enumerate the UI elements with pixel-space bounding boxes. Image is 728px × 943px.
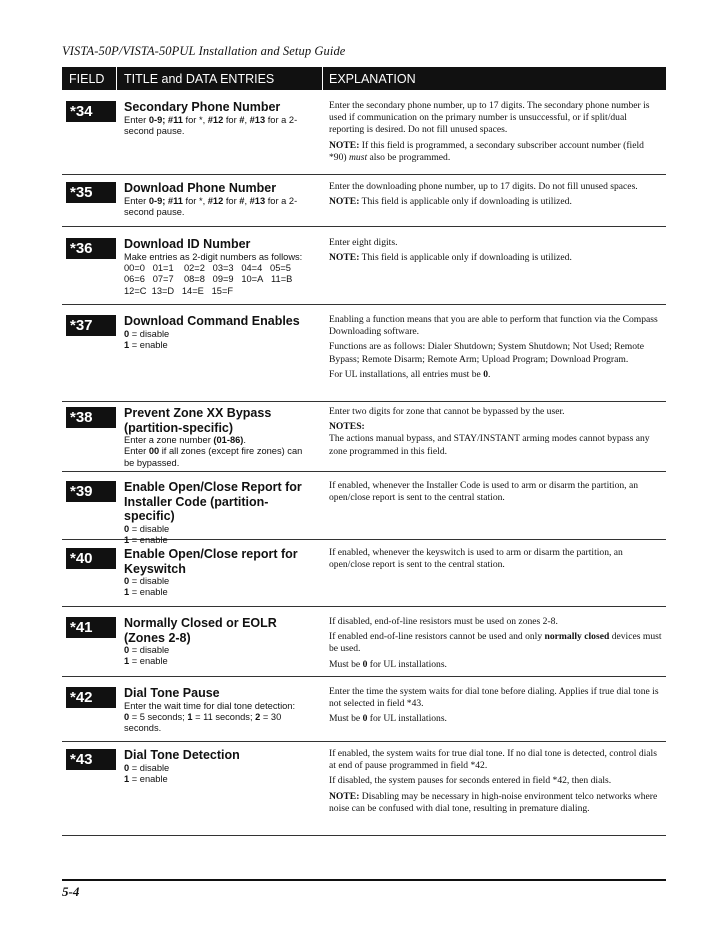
data-entry-text: 00=0 01=1 02=2 03=3 04=4 05=5 [124, 262, 291, 273]
footer-rule [62, 879, 666, 881]
field-number-badge: *34 [66, 101, 116, 122]
data-entry-text: Enter the wait time for dial tone detection: [124, 700, 296, 711]
field-row [62, 178, 666, 227]
field-title: Download Command Enables [124, 314, 300, 328]
field-number-badge: *39 [66, 481, 116, 502]
field-row [62, 477, 666, 545]
column-header-title: TITLE and DATA ENTRIES [124, 72, 275, 86]
data-entry-text: Enter 0-9; #11 for *, #12 for #, #13 for a 2-second pause. [124, 195, 298, 217]
column-header-explanation: EXPLANATION [329, 72, 416, 86]
field-title: Download Phone Number [124, 181, 277, 195]
explanation-paragraph: Enter the secondary phone number, up to 17 digits. The secondary phone number is used if communication on the primary number is unsuccessful, or if split/dual reporting is desired. Do not fill unused spaces. [329, 100, 650, 136]
field-row [62, 613, 666, 677]
column-header-bar [62, 67, 666, 90]
explanation-cell [329, 616, 663, 674]
field-title: Dial Tone Pause [124, 686, 220, 700]
title-data-cell [124, 616, 314, 668]
explanation-paragraph: Must be 0 for UL installations. [329, 713, 447, 725]
data-entry-text: 1 = enable [124, 339, 168, 350]
title-data-cell [124, 314, 314, 351]
column-divider [116, 67, 117, 90]
explanation-paragraph: If disabled, end-of-line resistors must be used on zones 2-8. [329, 616, 558, 627]
field-row [62, 97, 666, 175]
data-entry-text: Enter 00 if all zones (except fire zones) can be bypassed. [124, 446, 303, 468]
explanation-paragraph: If enabled, whenever the keyswitch is used to arm or disarm the partition, an open/close report is sent to the central station. [329, 547, 623, 571]
field-number-badge: *42 [66, 687, 116, 708]
explanation-paragraph: NOTES: The actions manual bypass, and STAY/INSTANT arming modes cannot bypass any zone programmed in this field. [329, 421, 650, 457]
document-title: VISTA-50P/VISTA-50PUL Installation and Setup Guide [62, 44, 346, 58]
data-entry-text: 06=6 07=7 08=8 09=9 10=A 11=B [124, 274, 293, 285]
title-data-cell [124, 237, 314, 297]
field-title: Dial Tone Detection [124, 748, 240, 762]
title-data-cell [124, 547, 314, 599]
field-number-badge: *35 [66, 182, 116, 203]
explanation-paragraph: NOTE: This field is applicable only if downloading is utilized. [329, 252, 572, 264]
field-number-badge: *43 [66, 749, 116, 770]
field-title: Normally Closed or EOLR (Zones 2-8) [124, 616, 277, 645]
data-entry-text: 1 = enable [124, 656, 168, 667]
title-data-cell [124, 100, 314, 137]
field-row [62, 234, 666, 305]
explanation-paragraph: If enabled, whenever the Installer Code is used to arm or disarm the partition, an open/close report is sent to the central station. [329, 480, 639, 504]
data-entry-text: 12=C 13=D 14=E 15=F [124, 285, 234, 296]
explanation-paragraph: Must be 0 for UL installations. [329, 658, 447, 670]
field-row [62, 683, 666, 742]
explanation-paragraph: For UL installations, all entries must be 0. [329, 368, 491, 380]
title-data-cell [124, 686, 314, 735]
explanation-paragraph: Enabling a function means that you are able to perform that function via the Compass Downloading software. [329, 314, 658, 338]
column-header-field: FIELD [69, 72, 105, 86]
field-title: Secondary Phone Number [124, 100, 281, 114]
explanation-paragraph: Enter the downloading phone number, up to 17 digits. Do not fill unused spaces. [329, 181, 638, 192]
field-row [62, 745, 666, 836]
data-entry-text: Enter a zone number (01-86). [124, 435, 246, 445]
explanation-paragraph: Enter the time the system waits for dial tone before dialing. Applies if true dial tone is not selected in field *43. [329, 686, 659, 710]
data-entry-text: 0 = disable [124, 328, 170, 339]
explanation-cell [329, 181, 663, 211]
field-title: Enable Open/Close report for Keyswitch [124, 547, 298, 576]
data-entry-text: Make entries as 2-digit numbers as follows: [124, 251, 303, 262]
field-number-badge: *36 [66, 238, 116, 259]
field-title: Enable Open/Close Report for Installer Code (partition-specific) [124, 480, 302, 523]
page-number: 5-4 [62, 884, 80, 899]
explanation-paragraph: If disabled, the system pauses for seconds entered in field *42, then dials. [329, 775, 612, 787]
field-number-badge: *41 [66, 617, 116, 638]
explanation-paragraph: NOTE: If this field is programmed, a secondary subscriber account number (field *90) must also be programmed. [329, 139, 644, 163]
data-entry-text: 0 = disable [124, 762, 170, 773]
field-number-badge: *40 [66, 548, 116, 569]
data-entry-text: 0 = disable [124, 523, 170, 534]
explanation-paragraph: Enter two digits for zone that cannot be bypassed by the user. [329, 406, 565, 417]
field-row [62, 403, 666, 472]
data-entry-text: 0 = disable [124, 576, 170, 586]
title-data-cell [124, 406, 314, 469]
explanation-cell [329, 237, 663, 267]
field-row [62, 311, 666, 402]
title-data-cell [124, 748, 314, 785]
field-number-badge: *38 [66, 407, 116, 428]
data-entry-text: 0 = disable [124, 645, 170, 655]
explanation-cell [329, 547, 663, 574]
data-entry-text: Enter 0-9; #11 for *, #12 for #, #13 for a 2-second pause. [124, 114, 298, 136]
explanation-cell [329, 406, 663, 461]
field-number-badge: *37 [66, 315, 116, 336]
data-entry-text: 1 = enable [124, 587, 168, 598]
explanation-paragraph: Enter eight digits. [329, 237, 398, 248]
explanation-paragraph: If enabled, the system waits for true dial tone. If no dial tone is detected, control dials at end of pause programmed in field *42. [329, 748, 657, 772]
field-row [62, 544, 666, 607]
data-entry-text: 0 = 5 seconds; 1 = 11 seconds; 2 = 30 seconds. [124, 711, 282, 734]
data-entry-text: 1 = enable [124, 773, 168, 784]
explanation-paragraph: NOTE: This field is applicable only if downloading is utilized. [329, 196, 572, 208]
explanation-cell [329, 748, 663, 818]
explanation-cell [329, 314, 663, 384]
field-title: Download ID Number [124, 237, 251, 251]
title-data-cell [124, 181, 314, 218]
explanation-paragraph: If enabled end-of-line resistors cannot be used and only normally closed devices must be used. [329, 631, 662, 655]
explanation-cell [329, 686, 663, 729]
explanation-paragraph: NOTE: Disabling may be necessary in high-noise environment telco networks where noise can be confused with dial tone, resulting in premature dialing. [329, 790, 658, 814]
data-entry-text: 1 = enable [124, 534, 168, 545]
explanation-cell [329, 480, 663, 507]
explanation-cell [329, 100, 663, 167]
field-title: Prevent Zone XX Bypass (partition-specific) [124, 406, 272, 435]
title-data-cell [124, 480, 314, 546]
explanation-paragraph: Functions are as follows: Dialer Shutdown; System Shutdown; Not Used; Remote Bypass; Remote Disarm; Remote Arm; Upload Program; Download Program. [329, 341, 644, 365]
column-divider [322, 67, 323, 90]
